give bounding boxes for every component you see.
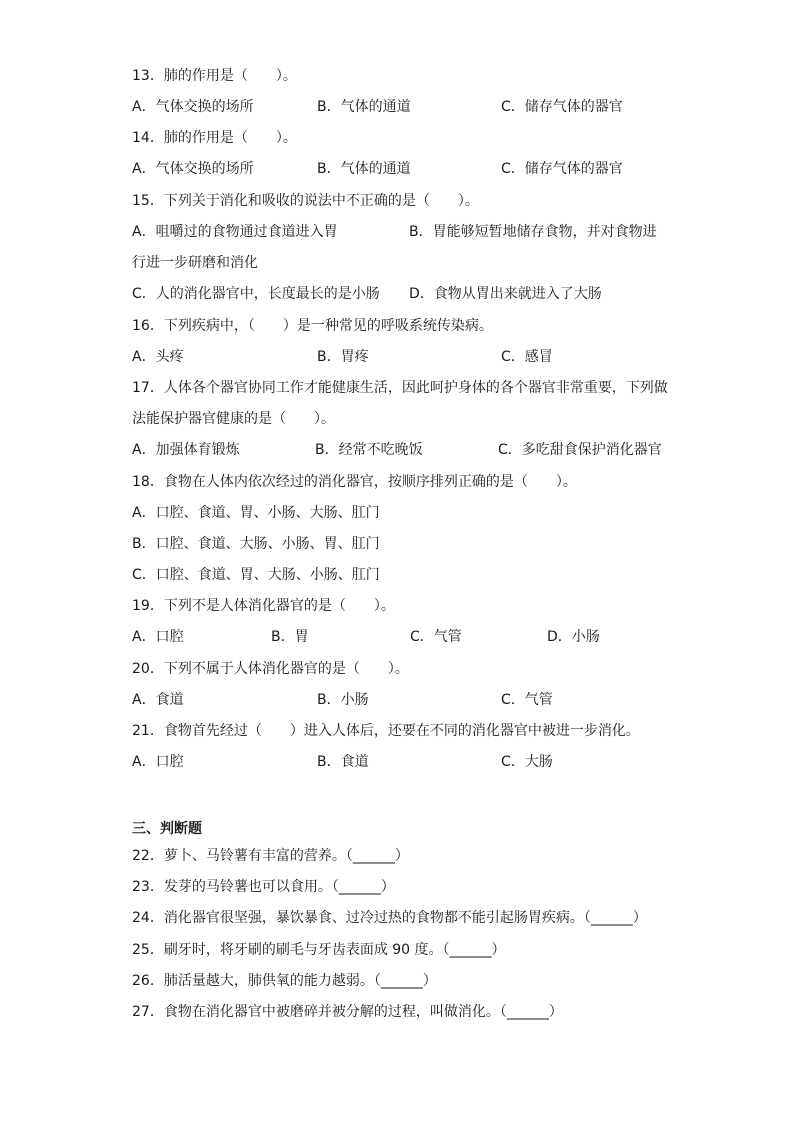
question-21-option-a: A．口腔 (132, 754, 184, 770)
question-14-option-a: A．气体交换的场所 (132, 161, 254, 177)
question-21-option-b: B．食道 (317, 754, 369, 770)
question-15-option-b: B．胃能够短暂地储存食物，并对食物进 (409, 224, 657, 240)
question-13-option-c: C．储存气体的器官 (501, 99, 623, 115)
question-15-option-d: D．食物从胃出来就进入了大肠 (409, 286, 602, 302)
question-17-option-b: B．经常不吃晚饭 (315, 442, 423, 458)
question-26: 26．肺活量越大，肺供氧的能力越弱。（______） (132, 973, 437, 989)
question-16-stem: 16．下列疾病中，（ ）是一种常见的呼吸系统传染病。 (132, 318, 493, 334)
question-15-stem: 15．下列关于消化和吸收的说法中不正确的是（ ）。 (132, 193, 479, 209)
question-14-option-b: B．气体的通道 (317, 161, 411, 177)
question-13-option-a: A．气体交换的场所 (132, 99, 254, 115)
question-20-option-b: B．小肠 (317, 692, 369, 708)
question-19-option-b: B．胃 (271, 629, 309, 645)
question-14-stem: 14．肺的作用是（ ）。 (132, 130, 297, 146)
question-15-option-b-continued: 行进一步研磨和消化 (132, 255, 258, 271)
question-20-option-a: A．食道 (132, 692, 184, 708)
question-21-stem: 21．食物首先经过（ ）进入人体后，还要在不同的消化器官中被进一步消化。 (132, 723, 640, 739)
question-22: 22．萝卜、马铃薯有丰富的营养。（______） (132, 848, 409, 864)
question-27: 27．食物在消化器官中被磨碎并被分解的过程，叫做消化。（______） (132, 1004, 563, 1020)
question-16-option-a: A．头疼 (132, 349, 184, 365)
question-19-option-c: C．气管 (410, 629, 462, 645)
question-17-stem-line-1: 17．人体各个器官协同工作才能健康生活，因此呵护身体的各个器官非常重要，下列做 (132, 380, 668, 396)
question-16-option-c: C．感冒 (501, 349, 553, 365)
question-25: 25．刷牙时，将牙刷的刷毛与牙齿表面成 90 度。（______） (132, 942, 506, 958)
question-13-stem: 13．肺的作用是（ ）。 (132, 68, 297, 84)
question-20-stem: 20．下列不属于人体消化器官的是（ ）。 (132, 661, 409, 677)
question-18-stem: 18．食物在人体内依次经过的消化器官，按顺序排列正确的是（ ）。 (132, 474, 577, 490)
question-13-option-b: B．气体的通道 (317, 99, 411, 115)
question-24: 24．消化器官很坚强，暴饮暴食、过冷过热的食物都不能引起肠胃疾病。（______） (132, 910, 647, 926)
section-heading-judgement: 三、判断题 (132, 821, 202, 837)
question-20-option-c: C．气管 (501, 692, 553, 708)
question-18-option-c: C．口腔、食道、胃、大肠、小肠、肛门 (132, 567, 380, 583)
question-21-option-c: C．大肠 (501, 754, 553, 770)
question-18-option-a: A．口腔、食道、胃、小肠、大肠、肛门 (132, 505, 380, 521)
question-19-option-a: A．口腔 (132, 629, 184, 645)
question-19-stem: 19．下列不是人体消化器官的是（ ）。 (132, 598, 395, 614)
question-19-option-d: D．小肠 (547, 629, 600, 645)
question-18-option-b: B．口腔、食道、大肠、小肠、胃、肛门 (132, 536, 380, 552)
question-15-option-c: C．人的消化器官中，长度最长的是小肠 (132, 286, 380, 302)
question-17-option-a: A．加强体育锻炼 (132, 442, 240, 458)
question-16-option-b: B．胃疼 (317, 349, 369, 365)
question-17-stem-line-2: 法能保护器官健康的是（ ）。 (132, 411, 335, 427)
question-15-option-a: A．咀嚼过的食物通过食道进入胃 (132, 224, 338, 240)
question-14-option-c: C．储存气体的器官 (501, 161, 623, 177)
question-17-option-c: C．多吃甜食保护消化器官 (498, 442, 662, 458)
question-23: 23．发芽的马铃薯也可以食用。（______） (132, 879, 395, 895)
